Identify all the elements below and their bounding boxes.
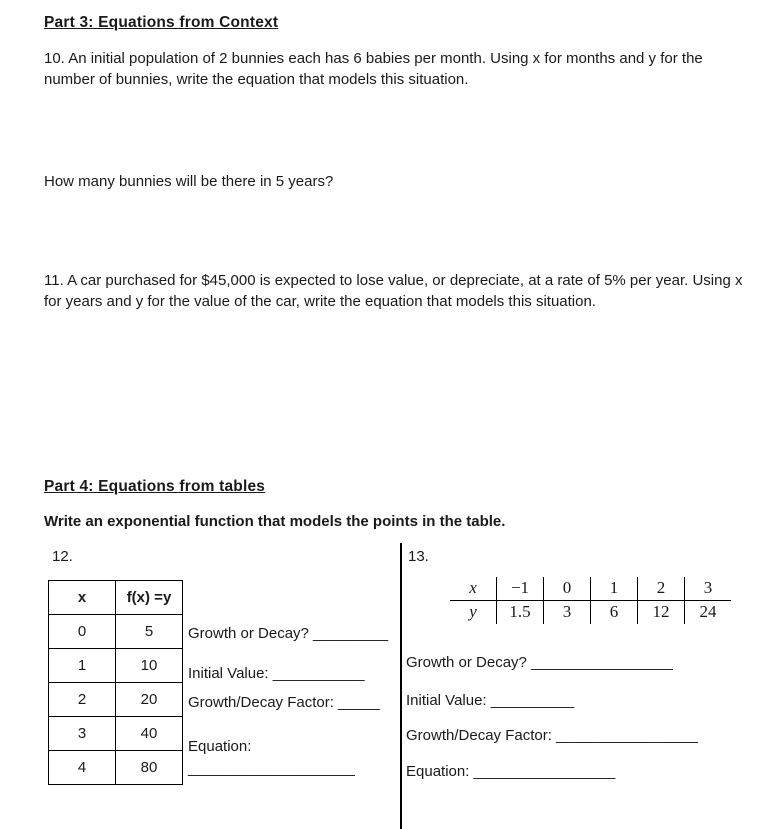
y-value: 1.5 [497,601,544,625]
cell-fx: 80 [116,751,183,785]
cell-x: 3 [49,717,116,751]
header-fx: f(x) =y [116,581,183,615]
part3-heading: Part 3: Equations from Context [44,14,279,31]
y-value: 12 [638,601,685,625]
x-values-row [450,577,731,601]
q13-equation-prompt: Equation: _________________ [406,763,616,780]
question-12-number: 12. [52,548,73,565]
y-row-label: y [469,602,477,621]
y-values-row [450,601,731,625]
table-row [49,683,183,717]
x-value: −1 [497,577,544,601]
q13-factor-prompt: Growth/Decay Factor: _________________ [406,727,698,744]
q12-factor-prompt: Growth/Decay Factor: _____ [188,694,380,711]
q12-growth-decay-prompt: Growth or Decay? _________ [188,625,389,642]
cell-fx: 10 [116,649,183,683]
table-row [49,717,183,751]
part4-heading: Part 4: Equations from tables [44,478,266,495]
question-10-followup: How many bunnies will be there in 5 years? [44,173,334,190]
question-11-text: 11. A car purchased for $45,000 is expected to lose value, or depreciate, at a rate of 5% per year. Using x for years and y for the value of the car, write the equation that models this situation. [44,272,743,310]
cell-x: 1 [49,649,116,683]
cell-x: 0 [49,615,116,649]
question-13-table [450,577,731,624]
cell-fx: 5 [116,615,183,649]
y-value: 6 [591,601,638,625]
table-row [49,615,183,649]
table-header-row [49,581,183,615]
cell-fx: 40 [116,717,183,751]
cell-fx: 20 [116,683,183,717]
q12-equation-label: Equation: [188,738,252,755]
x-row-label: x [450,577,497,601]
table-row [49,649,183,683]
section-divider-line [400,543,402,829]
x-value: 1 [591,577,638,601]
x-value: 0 [544,577,591,601]
x-value: 2 [638,577,685,601]
cell-x: 4 [49,751,116,785]
y-value: 24 [685,601,732,625]
q12-equation-blank: ____________________ [188,760,355,777]
q12-initial-value-prompt: Initial Value: ___________ [188,665,365,682]
header-x: x [49,581,116,615]
question-12-table [48,580,183,785]
part4-instruction: Write an exponential function that models the points in the table. [44,513,506,530]
x-value: 3 [685,577,732,601]
question-10-text: 10. An initial population of 2 bunnies each has 6 babies per month. Using x for months and y for the number of bunnies, write the equation that models this situation. [44,50,703,88]
y-value: 3 [544,601,591,625]
q13-growth-decay-prompt: Growth or Decay? _________________ [406,654,673,671]
q13-initial-value-prompt: Initial Value: __________ [406,692,575,709]
table-row [49,751,183,785]
question-13-number: 13. [408,548,429,565]
cell-x: 2 [49,683,116,717]
